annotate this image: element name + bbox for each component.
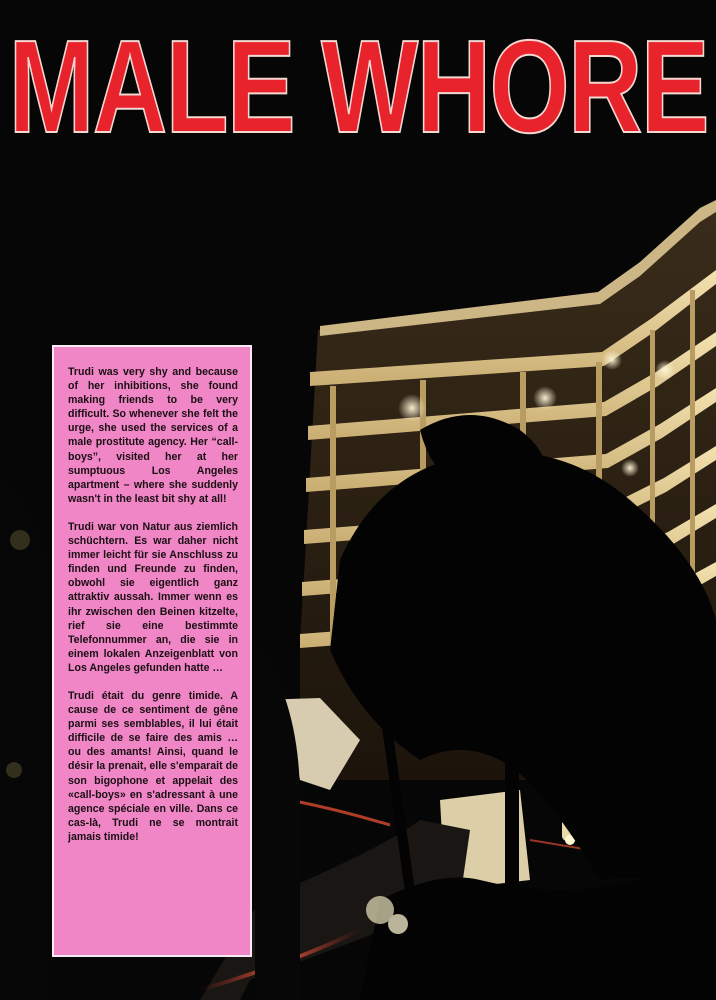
paragraph-french: Trudi était du genre timide. A cause de ce sentiment de gêne parmi ses semblables, il lui était difficile de se faire des amis … ou des amants! Ainsi, quand le désir la prenait, elle s'emparait de son bigophone et appelait des «call-boys» en s'adressant à une agence spéciale en ville. Dans ce cas-là, Trudi ne se montrait jamais timide!	[68, 689, 238, 843]
paragraph-german: Trudi war von Natur aus ziemlich schüchtern. Es war daher nicht immer leicht für sie Anschluss zu finden und Freunde zu finden, obwohl sie eigentlich ganz attraktiv aussah. Immer wenn es ihr zwischen den Beinen kitzelte, rief sie eine bestimmte Telefonnummer an, die sie in einem lokalen Anzeigenblatt von Los Angeles gefunden hatte …	[68, 520, 238, 674]
article-text-box	[52, 345, 252, 957]
headline	[0, 13, 716, 160]
headline-text: MALE WHORE	[8, 13, 708, 160]
paragraph-english: Trudi was very shy and because of her inhibitions, she found making friends to be very difficult. So whenever she felt the urge, she used the services of a male prostitute agency. Her “call-boys”, visited her at her sumptuous Los Angeles apartment – where she suddenly wasn't in the least bit shy at all!	[68, 366, 238, 505]
